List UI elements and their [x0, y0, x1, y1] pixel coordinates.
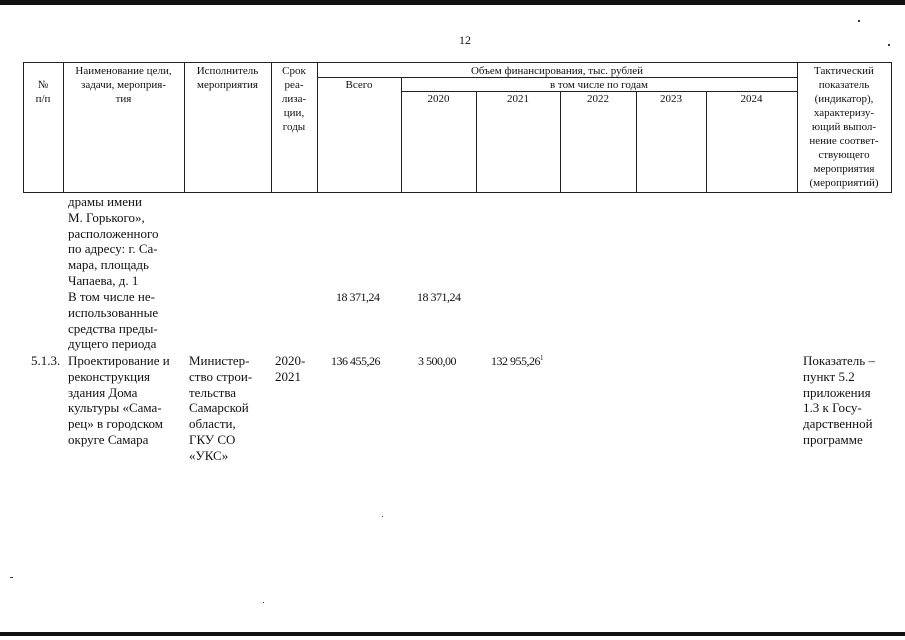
header-year: 2021 [507, 93, 529, 105]
row-2021-value [491, 354, 543, 369]
scan-speck [382, 516, 383, 517]
col-divider [560, 91, 561, 193]
footnote-marker: 1 [540, 354, 543, 362]
row-2021-amount: 132 955,26 [491, 354, 540, 368]
row-name-project: Проектирование и реконструкция здания Дома культуры «Сама- рец» в городском округе Самара [68, 353, 170, 447]
header-col-term: Срок реа- лиза- ции, годы [281, 65, 307, 133]
header-total: Всего [345, 79, 373, 91]
row-name-unused-funds: В том числе не- использованные средства преды- дущего периода [68, 289, 159, 352]
row-2020-value: 3 500,00 [418, 354, 456, 368]
header-year: 2023 [660, 93, 682, 105]
row-indicator: Показатель – пункт 5.2 приложения 1.3 к Госу- дарственной программе [803, 353, 875, 447]
row-name-continuation: драмы имени М. Горького», расположенного по адресу: г. Са- мара, площадь Чапаева, д. 1 [68, 194, 159, 288]
row-total-value: 18 371,24 [336, 290, 380, 304]
top-border [0, 0, 905, 5]
header-year: 2022 [587, 93, 609, 105]
header-col-number: № п/п [35, 79, 51, 105]
row-2020-value: 18 371,24 [417, 290, 461, 304]
row-number: 5.1.3. [31, 353, 61, 368]
header-year: 2024 [740, 93, 763, 105]
header-top-line [23, 62, 892, 63]
row-total-value: 136 455,26 [331, 354, 380, 368]
page-number: 12 [459, 33, 471, 47]
header-bottom-line [23, 192, 892, 193]
col-divider [636, 91, 637, 193]
scan-speck [858, 20, 860, 22]
header-financing-title: Объем финансирования, тыс. рублей [470, 65, 644, 77]
header-col-name: Наименование цели, задачи, мероприя- тия [75, 65, 172, 105]
scan-speck [888, 44, 890, 46]
scan-speck [10, 577, 13, 578]
table-right-border [891, 62, 892, 193]
header-by-years: в том числе по годам [549, 79, 649, 91]
scan-speck [263, 602, 264, 603]
row-executor: Министер- ство строи- тельства Самарской области, ГКУ СО «УКС» [189, 353, 253, 463]
header-year: 2020 [427, 93, 450, 105]
bottom-border [0, 632, 905, 636]
header-col-indicator: Тактический показатель (индикатор), характеризу- ющий выпол- нение соответ- ствующего мероприятия (мероприятий) [809, 65, 879, 189]
row-term: 2020- 2021 [275, 353, 306, 384]
header-col-executor: Исполнитель мероприятия [196, 65, 259, 91]
col-divider [706, 91, 707, 193]
col-divider [476, 91, 477, 193]
